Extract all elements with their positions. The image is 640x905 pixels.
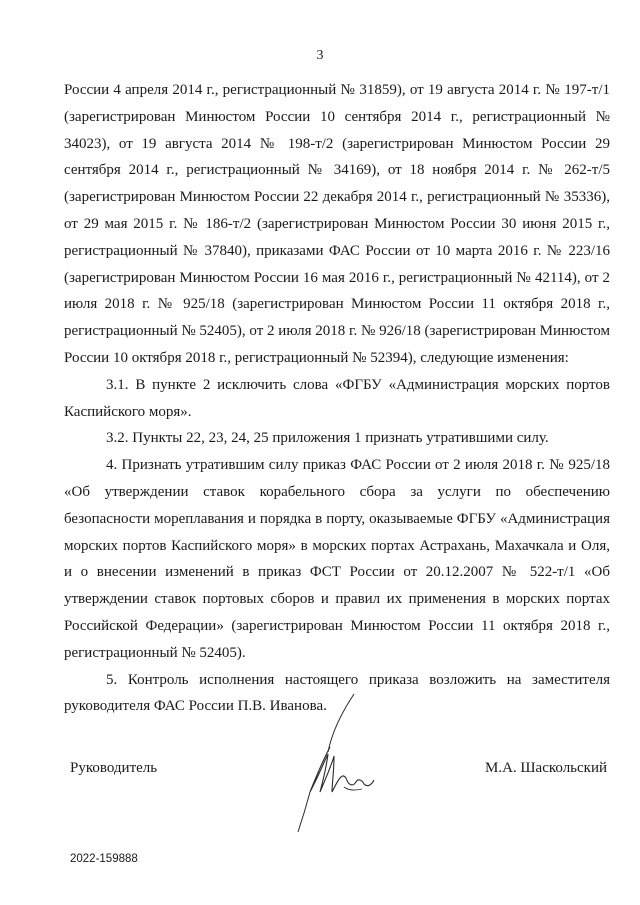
- signatory-name: М.А. Шаскольский: [485, 760, 608, 776]
- paragraph-3-1: 3.1. В пункте 2 исключить слова «ФГБУ «Администрация морских портов Каспийского моря».: [64, 376, 610, 420]
- paragraph-5: 5. Контроль исполнения настоящего приказа возложить на заместителя руководителя ФАС России П.В. Иванова.: [64, 671, 610, 715]
- document-body: [64, 77, 610, 720]
- document-number: 2022-159888: [70, 853, 138, 865]
- paragraph-4: 4. Признать утратившим силу приказ ФАС России от 2 июля 2018 г. № 925/18 «Об утверждении ставок корабельного сбора за услуги по обеспечению безопасности мореплавания и порядка в порту, оказываемые ФГБУ «Администрация морских портов Каспийского моря» в морских портах Астрахань, Махачкала и Оля, и о внесении изменений в приказ ФСТ России от 20.12.2007 № 522-т/1 «Об утверждении ставок портовых сборов и правил их применения в морских портах Российской Федерации» (зарегистрирован Минюстом России 11 октября 2018 г., регистрационный № 52405).: [64, 457, 610, 661]
- signatory-role: Руководитель: [70, 760, 158, 776]
- paragraph-continuation: России 4 апреля 2014 г., регистрационный № 31859), от 19 августа 2014 г. № 197-т/1 (зарегистрирован Минюстом России 10 сентября 2014 г., регистрационный № 34023), от 19 августа 2014 № 198-т/2 (зарегистрирован Минюстом России 29 сентября 2014 г., регистрационный № 34169), от 18 ноября 2014 г. № 262-т/5 (зарегистрирован Минюстом России 22 декабря 2014 г., регистрационный № 35336), от 29 мая 2015 г. № 186-т/2 (зарегистрирован Минюстом России 30 июня 2015 г., регистрационный № 37840), приказами ФАС России от 10 марта 2016 г. № 223/16 (зарегистрирован Минюстом России 16 мая 2016 г., регистрационный № 42114), от 2 июля 2018 г. № 925/18 (зарегистрирован Минюстом России 11 октября 2018 г., регистрационный № 52405), от 2 июля 2018 г. № 926/18 (зарегистрирован Минюстом России 10 октября 2018 г., регистрационный № 52394), следующие изменения:: [64, 82, 610, 366]
- page-number: 3: [316, 48, 324, 63]
- paragraph-3-2: 3.2. Пункты 22, 23, 24, 25 приложения 1 признать утратившими силу.: [106, 430, 549, 447]
- handwritten-signature: [292, 692, 382, 842]
